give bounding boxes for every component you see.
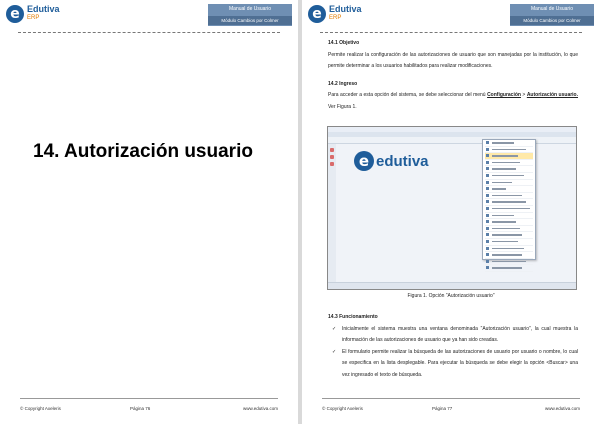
logo-mark: e [308, 5, 326, 23]
logo-sub: ERP [27, 15, 40, 21]
list-item [328, 324, 578, 347]
footer-website: www.edutiva.com [242, 406, 278, 411]
manual-title: Manual de Usuario [531, 6, 573, 12]
menu-item-icon [486, 240, 489, 243]
objetivo-paragraph: Permite realizar la configuración de las autorizaciones de usuario que son manejadas por la institución, lo que permite determinar a los usuarios habilitados para realizar modificaciones. [328, 51, 578, 69]
menu-item-icon [486, 161, 489, 164]
menu-item-icon [486, 167, 489, 170]
menu-item-icon [486, 253, 489, 256]
menu-item-icon [486, 200, 489, 203]
menu-separator: > [520, 92, 527, 98]
menu-item-icon [486, 141, 489, 144]
menu-item [485, 166, 533, 173]
left-page [0, 0, 298, 424]
section-title-funcionamiento: 14.3 Funcionamiento [328, 314, 378, 320]
brand-name: edutiva [376, 152, 429, 170]
menu-item [485, 186, 533, 193]
footer-copyright: © Copyright Axeleris [322, 406, 363, 411]
menu-item [485, 259, 533, 266]
footer-page-number: Página 77 [432, 406, 453, 411]
logo-sub: ERP [329, 15, 342, 21]
page-header [0, 0, 298, 34]
menu-item-icon [486, 247, 489, 250]
menu-item-icon [486, 174, 489, 177]
logo-mark: e [6, 5, 24, 23]
menu-item [485, 199, 533, 206]
menu-item [485, 252, 533, 259]
menu-item [485, 219, 533, 226]
configuracion-dropdown-menu [482, 139, 536, 260]
figure-screenshot [327, 126, 577, 290]
menu-item [485, 173, 533, 180]
section-title-ingreso: 14.2 Ingreso [328, 80, 358, 87]
menu-item-icon [486, 266, 489, 269]
footer-copyright: © Copyright Axeleris [20, 406, 61, 411]
sidebar-icon [330, 162, 334, 166]
menu-item-icon [486, 181, 489, 184]
menu-item [485, 239, 533, 246]
menu-item-icon [486, 187, 489, 190]
menu-item [485, 226, 533, 233]
section-title-objetivo: 14.1 Objetivo [328, 40, 360, 46]
menu-item-icon [486, 233, 489, 236]
menu-item [485, 232, 533, 239]
window-statusbar [328, 282, 576, 289]
header-divider [18, 32, 280, 33]
right-page [302, 0, 600, 424]
menu-item-icon [486, 207, 489, 210]
window-toolbar [328, 137, 576, 144]
logo-name: Edutiva [329, 4, 362, 14]
menu-item [485, 265, 533, 272]
ingreso-paragraph [328, 90, 578, 113]
list-item [328, 347, 578, 382]
bullet-text: Inicialmente el sistema muestra una ventana denominada “Autorización usuario”, la cual muestra la información de las autorizaciones de usuario que ya han sido creadas. [342, 325, 578, 343]
manual-label [208, 4, 292, 26]
page-footer [20, 398, 278, 411]
app-brand [354, 151, 429, 171]
menu-item-icon [486, 148, 489, 151]
menu-link-configuracion[interactable]: Configuración [487, 92, 521, 98]
manual-module: Módulo Cambios por Colmer [208, 16, 292, 25]
manual-module: Módulo Cambios por Colmer [510, 16, 594, 25]
menu-link-autorizacion[interactable]: Autorización usuario. [526, 92, 579, 98]
checkmark-icon: ✓ [332, 348, 337, 355]
menu-item [485, 193, 533, 200]
menu-item-icon [486, 260, 489, 263]
menu-item [485, 160, 533, 167]
edutiva-logo [6, 5, 60, 23]
window-sidebar [328, 144, 336, 283]
brand-mark: e [354, 151, 374, 171]
chapter-title: 14. Autorización usuario [33, 141, 253, 162]
menu-item-icon [486, 214, 489, 217]
funcionamiento-section [328, 312, 578, 381]
figure-reference: Ver Figura 1. [328, 103, 357, 110]
menu-item [485, 140, 533, 147]
footer-website: www.edutiva.com [544, 406, 580, 411]
header-divider [320, 32, 582, 33]
sidebar-icon [330, 148, 334, 152]
footer-page-number: Página 76 [130, 406, 151, 411]
menu-item-icon [486, 220, 489, 223]
manual-title: Manual de Usuario [229, 6, 271, 12]
ingreso-text: Para acceder a esta opción del sistema, se debe seleccionar del menú [328, 92, 486, 98]
menu-item [485, 180, 533, 187]
menu-item-icon [486, 194, 489, 197]
menu-item-icon [486, 227, 489, 230]
section-content [328, 38, 578, 113]
sidebar-icon [330, 155, 334, 159]
menu-item-icon [486, 154, 489, 157]
edutiva-logo [308, 5, 362, 23]
menu-item [485, 147, 533, 154]
page-footer [322, 398, 580, 411]
bullet-text: El formulario permite realizar la búsqueda de las autorizaciones de usuario por usuario o nombre, lo cual se especifica en la lista desplegable. Para ejecutar la búsqueda se debe elegir la opción <Buscar> una vez ingresado el texto de búsqueda. [342, 348, 578, 378]
menu-item-autorizacion-usuario [485, 153, 533, 160]
menu-item [485, 246, 533, 253]
logo-name: Edutiva [27, 4, 60, 14]
checkmark-icon: ✓ [332, 325, 337, 332]
figure-caption: Figura 1. Opción “Autorización usuario” [407, 293, 495, 299]
menu-item [485, 206, 533, 213]
manual-label [510, 4, 594, 26]
page-header [302, 0, 600, 34]
menu-item [485, 213, 533, 220]
